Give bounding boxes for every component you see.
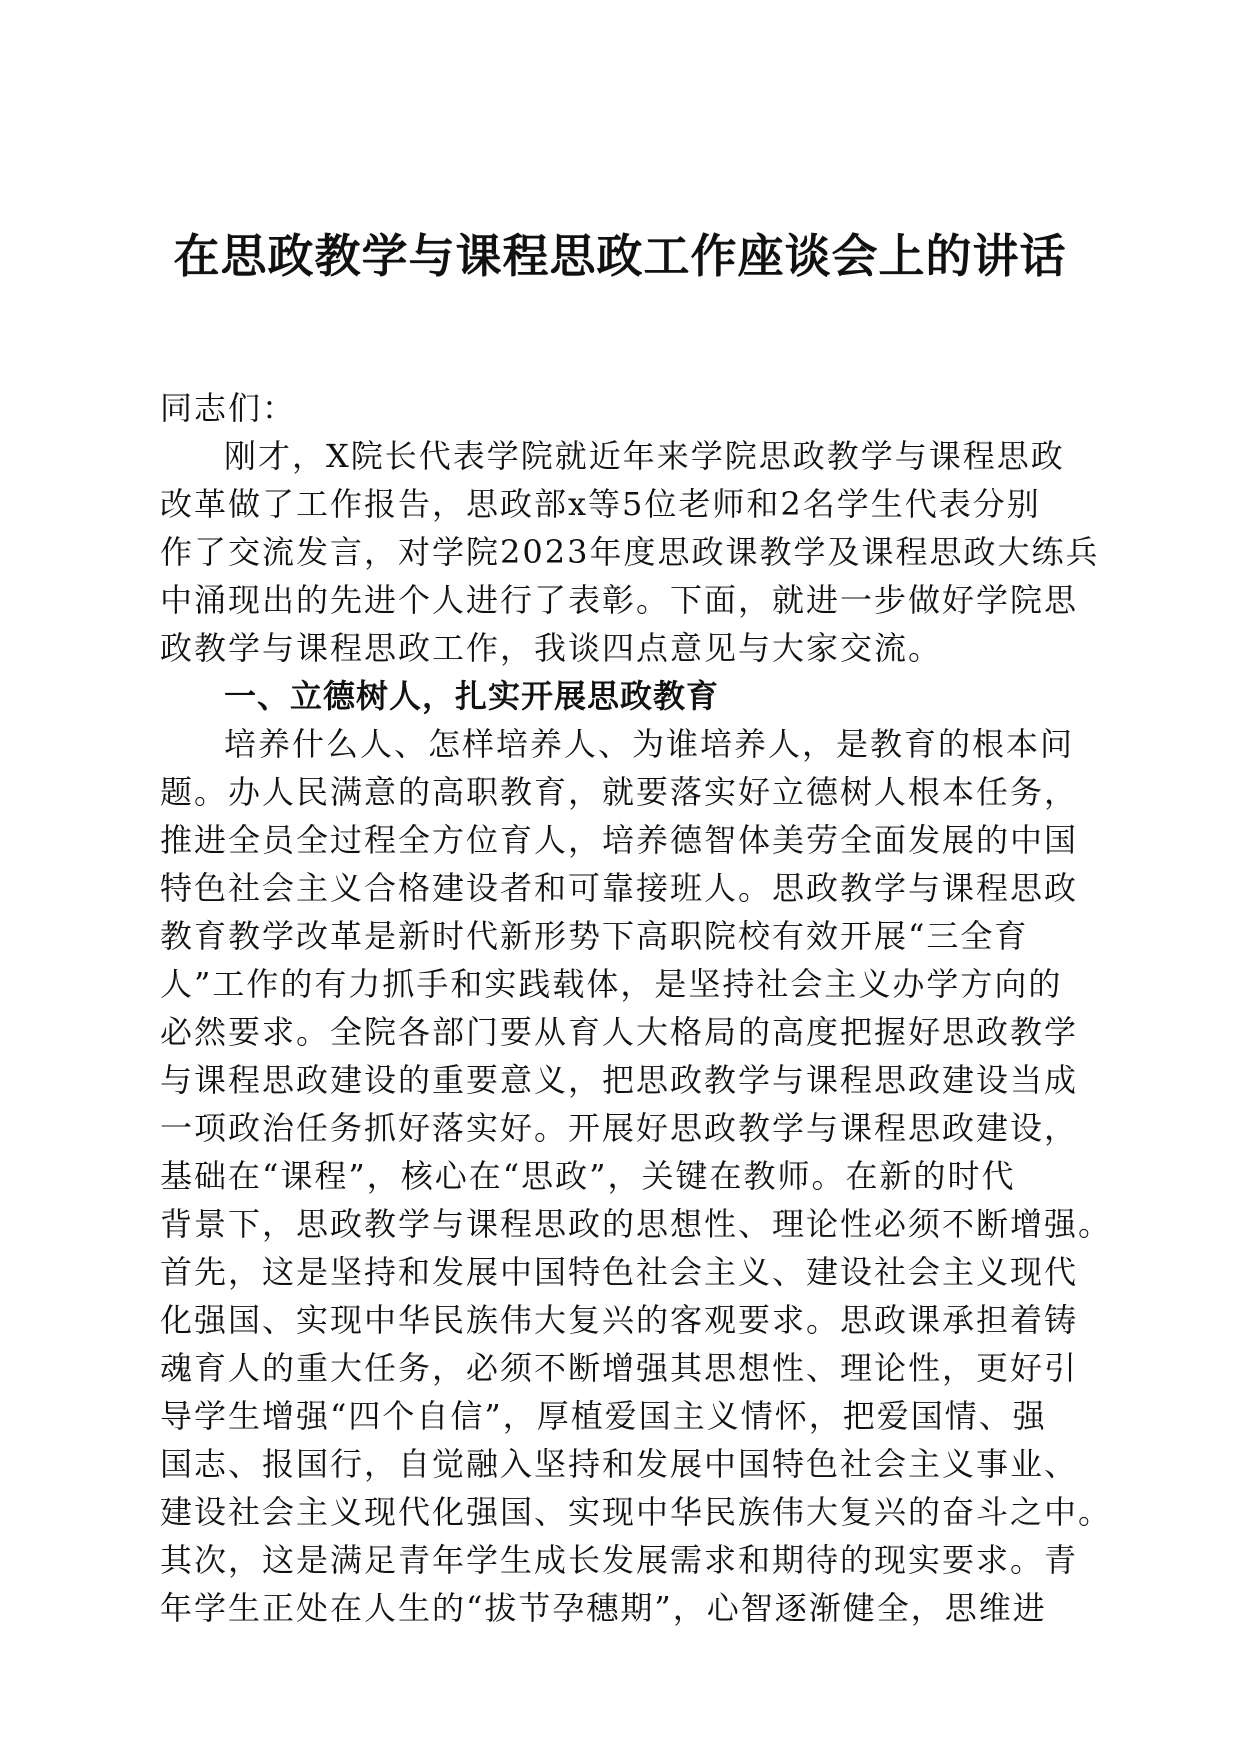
paragraph-line: 首先，这是坚持和发展中国特色社会主义、建设社会主义现代 [160, 1253, 1079, 1291]
paragraph-line: 其次，这是满足青年学生成长发展需求和期待的现实要求。青 [160, 1541, 1079, 1579]
paragraph-line: 年学生正处在人生的“拔节孕穗期”，心智逐渐健全，思维进 [160, 1589, 1047, 1627]
paragraph-line: 国志、报国行，自觉融入坚持和发展中国特色社会主义事业、 [160, 1445, 1079, 1483]
paragraph-line: 化强国、实现中华民族伟大复兴的客观要求。思政课承担着铸 [160, 1301, 1079, 1339]
paragraph-line: 中涌现出的先进个人进行了表彰。下面，就进一步做好学院思 [160, 581, 1079, 619]
paragraph-line: 题。办人民满意的高职教育，就要落实好立德树人根本任务， [160, 773, 1079, 811]
paragraph-line: 刚才，X院长代表学院就近年来学院思政教学与课程思政 [224, 437, 1065, 475]
paragraph-line: 推进全员全过程全方位育人，培养德智体美劳全面发展的中国 [160, 821, 1079, 859]
paragraph-line: 基础在“课程”，核心在“思政”，关键在教师。在新的时代 [160, 1157, 1016, 1195]
paragraph-line: 背景下，思政教学与课程思政的思想性、理论性必须不断增强。 [160, 1205, 1113, 1243]
document-title: 在思政教学与课程思政工作座谈会上的讲话 [173, 229, 1067, 283]
paragraph-line: 人”工作的有力抓手和实践载体，是坚持社会主义办学方向的 [160, 965, 1063, 1003]
salutation: 同志们： [160, 389, 297, 427]
paragraph-line: 特色社会主义合格建设者和可靠接班人。思政教学与课程思政 [160, 869, 1079, 907]
paragraph-line: 改革做了工作报告，思政部x等5位老师和2名学生代表分别 [160, 485, 1041, 523]
paragraph-line: 一项政治任务抓好落实好。开展好思政教学与课程思政建设， [160, 1109, 1079, 1147]
paragraph-line: 魂育人的重大任务，必须不断增强其思想性、理论性，更好引 [160, 1349, 1079, 1387]
paragraph-line: 必然要求。全院各部门要从育人大格局的高度把握好思政教学 [160, 1013, 1079, 1051]
paragraph-line: 导学生增强“四个自信”，厚植爱国主义情怀，把爱国情、强 [160, 1397, 1047, 1435]
paragraph-line: 作了交流发言，对学院2023年度思政课教学及课程思政大练兵 [160, 533, 1100, 571]
paragraph-line: 政教学与课程思政工作，我谈四点意见与大家交流。 [160, 629, 943, 667]
paragraph-line: 与课程思政建设的重要意义，把思政教学与课程思政建设当成 [160, 1061, 1079, 1099]
section-heading: 一、立德树人，扎实开展思政教育 [224, 677, 720, 715]
document-body [160, 384, 1113, 1632]
paragraph-line: 培养什么人、怎样培养人、为谁培养人，是教育的根本问 [224, 725, 1075, 763]
paragraph-line: 教育教学改革是新时代新形势下高职院校有效开展“三全育 [160, 917, 1029, 955]
paragraph-line: 建设社会主义现代化强国、实现中华民族伟大复兴的奋斗之中。 [160, 1493, 1113, 1531]
